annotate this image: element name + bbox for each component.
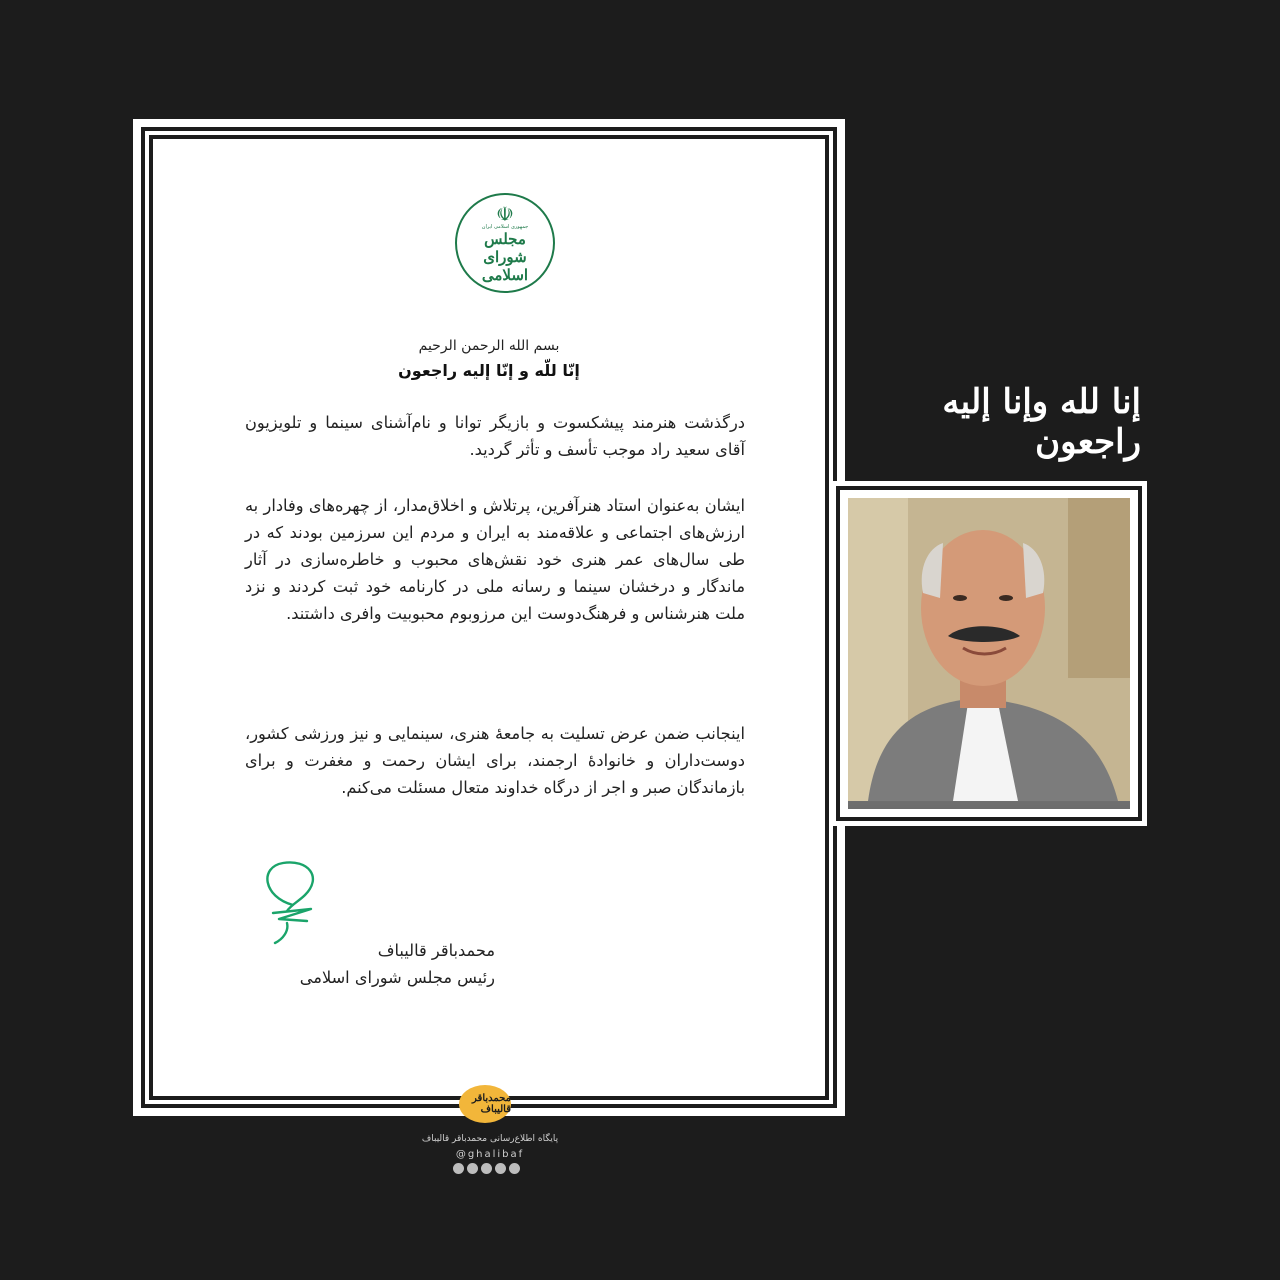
signer-name: محمدباقر قالیباف	[377, 941, 495, 960]
portrait-frame	[831, 481, 1147, 826]
footer-logo	[455, 1080, 515, 1128]
logo-subtitle: جمهوری اسلامی ایران	[481, 224, 529, 230]
signature-image	[253, 857, 333, 947]
signer-title: رئیس مجلس شورای اسلامی	[299, 968, 495, 987]
instagram-icon	[495, 1163, 506, 1174]
signer-block	[245, 937, 495, 991]
footer-logo-badge	[459, 1085, 511, 1123]
footer-logo-text: محمدباقر قالیباف	[472, 1093, 511, 1115]
eitaa-icon	[453, 1163, 464, 1174]
letter-page	[153, 139, 825, 1096]
footer-caption: پایگاه اطلاع‌رسانی محمدباقر قالیباف	[421, 1134, 559, 1144]
social-icons	[448, 1163, 524, 1175]
basmala: بسم الله الرحمن الرحیم	[418, 338, 560, 354]
bale-icon	[467, 1163, 478, 1174]
iran-emblem-icon: ☫	[496, 202, 514, 226]
paragraph-1: درگذشت هنرمند پیشکسوت و بازیگر توانا و نام‌آشنای سینما و تلویزیون آقای سعید راد موجب تأسف و تأثر گردید.	[245, 413, 745, 459]
portrait-photo	[848, 498, 1130, 809]
condolence-calligraphy	[845, 370, 1141, 474]
parliament-logo	[455, 193, 555, 293]
letter-card	[133, 119, 845, 1116]
logo-title: مجلس شورای اسلامی	[481, 230, 529, 284]
calligraphy-text: إنا لله وإنا إليه راجعون	[942, 382, 1141, 462]
letter-heading: إنّا للّه و إنّا إلیه راجعون	[398, 361, 580, 380]
telegram-icon	[509, 1163, 520, 1174]
paragraph-2: ایشان به‌عنوان استاد هنرآفرین، پرتلاش و اخلاق‌مدار، از چهره‌های وفادار به ارزش‌های اجتماعی و علاقه‌مند به ایران و مردم این سرزمین بودند که در طی سال‌های عمر هنری خود نقش‌های محبوب و خاطره‌سازی در آثار ماندگار و درخشان سینما و رسانه ملی در کارنامه خود ثبت کردند و نزد ملت هنرشناس و فرهنگ‌دوست این مرزوبوم محبوبیت وافری داشتند.	[245, 496, 745, 623]
portrait-illustration	[848, 498, 1130, 801]
rubika-icon	[481, 1163, 492, 1174]
paragraph-3: اینجانب ضمن عرض تسلیت به جامعهٔ هنری، سینمایی و نیز ورزشی کشور، دوست‌داران و خانوادهٔ ارجمند، برای ایشان رحمت و مغفرت و برای بازماندگان صبر و اجر از درگاه خداوند متعال مسئلت می‌کنم.	[245, 724, 745, 797]
footer-handle: @ghalibaf	[455, 1149, 525, 1160]
